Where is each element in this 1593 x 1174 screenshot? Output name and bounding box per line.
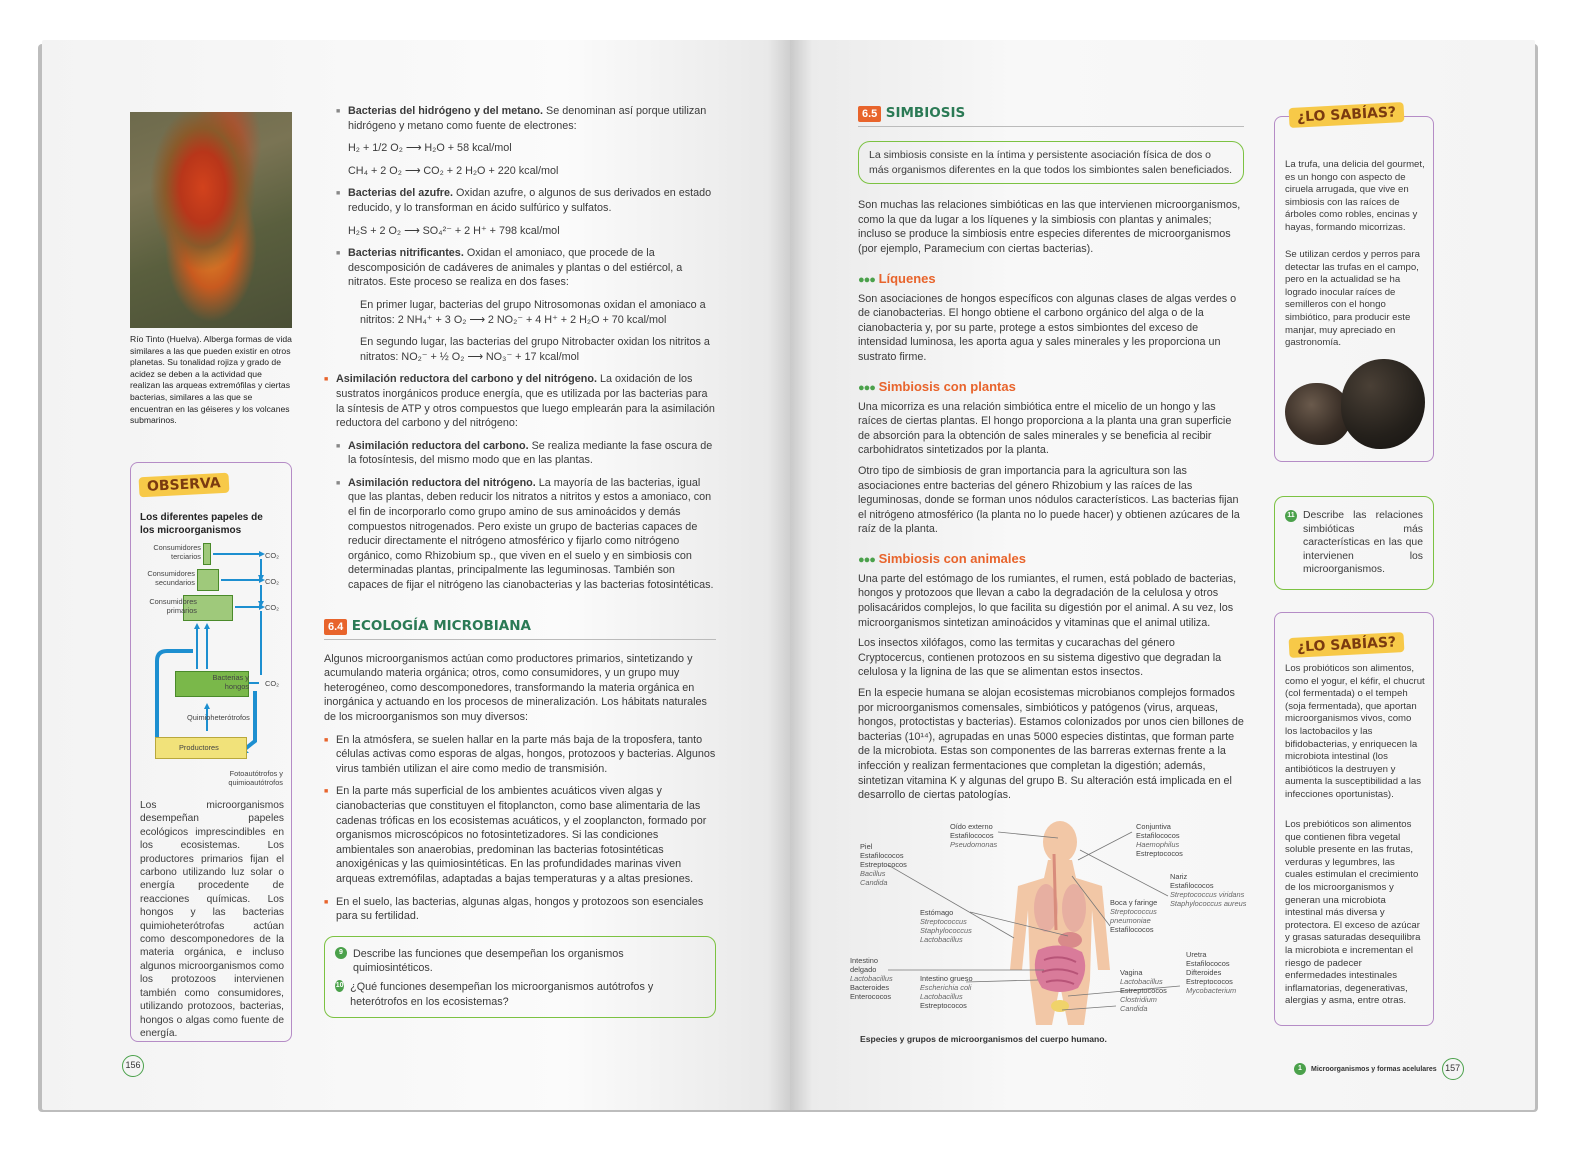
fig-oido-title: Oído externo xyxy=(950,822,993,831)
p1-bold: Bacterias del hidrógeno y del metano. xyxy=(348,105,543,117)
fig-piel-4: Candida xyxy=(860,878,888,887)
fig-vag-title: Vagina xyxy=(1120,968,1143,977)
eq1: H₂ + 1/2 O₂ ⟶ H₂O + 58 kcal/mol xyxy=(348,142,512,155)
plantas-text-2: Otro tipo de simbiosis de gran importancia para la agricultura son las asociaciones entre bacterias del género Rhizobium y las raíces de las leguminosas, donde se forman unos nódulos característicos. Las bacterias fijan el nitrógeno atmosférico (la planta no lo puede hacer) y obtienen azúcares de la raíz de la planta. xyxy=(858,464,1240,536)
fig-uretra xyxy=(1186,950,1236,995)
questions-box-left xyxy=(324,936,716,1018)
fig-boca xyxy=(1110,898,1157,934)
sabias-box-2 xyxy=(1274,612,1434,1026)
question-9-number: 9 xyxy=(335,947,347,959)
rio-tinto-photo xyxy=(130,112,292,328)
figure-caption: Especies y grupos de microorganismos del cuerpo humano. xyxy=(860,1034,1107,1044)
lbl-quimio: Quimioheterótrofos xyxy=(187,713,250,722)
microbiota-figure xyxy=(848,820,1258,1060)
page-number-right: 157 xyxy=(1442,1058,1464,1080)
p1-text: Se denominan así porque utilizan hidrógeno y metano como fuente de electrones: xyxy=(348,105,707,132)
heading-animales-text: Simbiosis con animales xyxy=(878,550,1026,566)
p4-bold: Asimilación reductora del carbono y del nitrógeno. xyxy=(336,373,597,386)
item-hidrogeno xyxy=(348,104,716,133)
fig-vag-4: Candida xyxy=(1120,1004,1148,1013)
fig-boca-title: Boca y faringe xyxy=(1110,898,1158,907)
figure-leader-lines xyxy=(848,820,1258,1060)
p4a-text: Se realiza mediante la fase oscura de la fotosíntesis, del mismo modo que en las plantas. xyxy=(348,439,713,467)
p6-text: En la atmósfera, se suelen hallar en la parte más baja de la troposfera, tanto células activas como esporas de algas, hongos, protozoos y bacterias. Algunos virus también utilizan el aire como medio de transmisión. xyxy=(336,733,716,775)
fig-uretra-2: Difteroides xyxy=(1186,968,1222,977)
fig-intg-title: Intestino grueso xyxy=(920,974,973,983)
animales-text-1: Una parte del estómago de los rumiantes, el rumen, está poblado de bacterias, hongos y protozoos que llevan a cabo la degradación de la celulosa y otros polisacáridos complejos, lo que facilita su digestión por el animal. A su vez, los microorganismos sintetizan aminoácidos y vitaminas que el animal utiliza. xyxy=(858,572,1237,629)
fig-uretra-title: Uretra xyxy=(1186,950,1207,959)
item-azufre xyxy=(348,186,716,215)
right-main-column xyxy=(858,104,1244,803)
observa-title: Los diferentes papeles de los microorganismos xyxy=(140,512,263,536)
lbl-terciarios: Consumidores terciarios xyxy=(153,543,201,561)
animales-text-3: En la especie humana se alojan ecosistemas microbianos complejos formados por microorganismos comensales, simbióticos y patógenos (virus, arqueas, hongos, protoctistas y bacterias). Estamos colonizados por unos cien billones de bacterias (10¹⁴), agrupadas en unas 5000 especies distintas, que forman parte de la microbiota. Estas son componentes de las barreras externas frente a la infección y realizan fermentaciones que completan la digestión; además, sintetizan vitamina K y algunas del grupo B. Su alteración está implicada en el desarrollo de ciertas patologías. xyxy=(858,687,1244,802)
fig-uretra-1: Estafilococos xyxy=(1186,959,1230,968)
fig-intd-2: Bacteroides xyxy=(850,983,890,992)
question-11-text: Describe las relaciones simbióticas más características en las que intervienen los microorganismos. xyxy=(1303,510,1423,576)
item-asimilacion xyxy=(336,372,716,430)
habitat-atmosfera xyxy=(336,733,716,777)
chapter-title: Microorganismos y formas acelulares xyxy=(1311,1065,1437,1073)
fig-oido xyxy=(950,822,997,849)
fig-boca-1: Streptococcus xyxy=(1110,907,1157,916)
section-6-5-title: SIMBIOSIS xyxy=(885,105,966,121)
fig-vag-2: Estreptococos xyxy=(1120,986,1167,995)
fig-conj-3: Estreptococos xyxy=(1136,849,1183,858)
fig-boca-3: Estafilococos xyxy=(1110,925,1154,934)
fig-estom-1: Streptococcus xyxy=(920,917,967,926)
fig-vag-3: Clostridium xyxy=(1120,995,1157,1004)
page-number-left: 156 xyxy=(122,1055,144,1077)
fig-piel-1: Estafilococos xyxy=(860,851,904,860)
p2-text: Oxidan azufre, o algunos de sus derivados en estado reducido, y lo transforman en ácido sulfúrico y sulfatos. xyxy=(348,187,712,214)
right-page xyxy=(790,40,1535,1110)
questions-box-right xyxy=(1274,496,1434,590)
fig-nariz-2: Streptococcus viridans xyxy=(1170,890,1245,899)
lbl-primarios: Consumidores primarios xyxy=(149,597,197,615)
sabias-1-p2: Se utilizan cerdos y perros para detectar las trufas en el campo, pero en la actualidad se ha logrado inocular raíces de semilleros con el hongo simbiótico, para producir este manjar, muy apreciado en gastronomía. xyxy=(1285,249,1420,349)
observa-text: Los microorganismos desempeñan papeles ecológicos imprescindibles en los ecosistemas. Los productores primarios fijan el carbono utilizando luz solar o energía procedente de reacciones químicas. Los hongos y las bacterias quimioheterótrofas actúan como descomponedores de la materia orgánica, e incluso algunos microorganismos como los protozoos intervienen también como consumidores, utilizando protozoos, bacterias, hongos o algas como fuente de energía. xyxy=(140,800,284,1039)
sabias-label-1: ¿LO SABÍAS? xyxy=(1289,102,1405,128)
p3-text: Oxidan el amoniaco, que procede de la descomposición de cadáveres de animales y plantas o del estiércol, a nitratos. Este proceso se realiza en dos fases: xyxy=(348,247,683,289)
definition-box: La simbiosis consiste en la íntima y persistente asociación física de dos o más organismos diferentes en la que todos los simbiontes salen beneficiados. xyxy=(858,141,1244,184)
plantas-text-1: Una micorriza es una relación simbiótica entre el micelio de un hongo y las raíces de ciertas plantas. El hongo proporciona a la planta una gran superficie de absorción para la obtención de sales minerales y se beneficia al recibir carbohidratos sintetizados por la planta. xyxy=(858,400,1232,457)
question-10-number: 10 xyxy=(335,980,344,992)
co2-2: CO₂ xyxy=(265,577,279,586)
sabias-label-2: ¿LO SABÍAS? xyxy=(1289,632,1405,658)
truffle-large-icon xyxy=(1341,359,1425,449)
fig-uretra-3: Estreptococos xyxy=(1186,977,1233,986)
lbl-fotoautotrofos: Fotoautótrofos y quimioautótrofos xyxy=(228,769,283,787)
fig-oido-2: Pseudomonas xyxy=(950,840,998,849)
eq2: CH₄ + 2 O₂ ⟶ CO₂ + 2 H₂O + 220 kcal/mol xyxy=(348,164,559,177)
fig-piel-title: Piel xyxy=(860,842,873,851)
heading-plantas: ●●● Simbiosis con plantas xyxy=(858,378,1016,394)
fig-estomago xyxy=(920,908,972,944)
fig-piel-3: Bacillus xyxy=(860,869,886,878)
co2-3: CO₂ xyxy=(265,603,279,612)
question-9[interactable] xyxy=(335,947,705,976)
p2-bold: Bacterias del azufre. xyxy=(348,187,454,200)
habitat-suelo xyxy=(336,895,716,924)
p4a-bold: Asimilación reductora del carbono. xyxy=(348,439,529,452)
lbl-secundarios: Consumidores secundarios xyxy=(147,569,195,587)
item-asim-nitrogeno xyxy=(348,476,716,593)
question-11-number: 11 xyxy=(1285,510,1297,522)
sabias-box-1 xyxy=(1274,104,1434,462)
p4b-text: La mayoría de las bacterias, igual que las plantas, deben reducir los nitratos a nitritos y estos a amoniaco, con el fin de incorporarlo como grupo amino de sus aminoácidos y demás compuestos nitrogenados. Pero existe un grupo de bacterias capaces de reducir directamente el nitrógeno atmosférico y fijarlo como nitrógeno orgánico, como Rhizobium sp., que viven en el suelo y en simbiosis con determinadas plantas, principalmente las leguminosas. También son capaces de fijar el nitrógeno las cianobacterias y las bacterias fotosintéticas. xyxy=(348,476,714,592)
liquenes-text: Son asociaciones de hongos específicos con algunas clases de algas verdes o de cianobacterias. El hongo obtiene el carbono orgánico del alga o de la cianobacteria y, por su parte, protege a estos simbiontes del exceso de intensidad luminosa, les aporta agua y sales minerales y les proporciona un sustrato firme. xyxy=(858,292,1237,363)
question-10[interactable] xyxy=(335,980,705,1009)
habitat-acuaticos xyxy=(336,784,716,886)
trophic-diagram xyxy=(137,541,287,791)
sabias-2-p1: Los probióticos son alimentos, como el yogur, el kéfir, el chucrut (col fermentada) o el tempeh (soja fermentada), que aportan microorganismos vivos, como los lactobacilos y las bifidobacterias, y enriquecen la microbiota intestinal (los antibióticos la destruyen y aumenta la susceptibilidad a las infecciones oportunistas). xyxy=(1285,663,1425,800)
observa-label: OBSERVA xyxy=(139,473,230,498)
co2-4: CO₂ xyxy=(265,679,279,688)
eq3: H₂S + 2 O₂ ⟶ SO₄²⁻ + 2 H⁺ + 798 kcal/mol xyxy=(348,224,560,237)
lbl-productores: Productores xyxy=(179,743,219,752)
section-6-5-num: 6.5 xyxy=(858,106,881,122)
chapter-number-badge: 1 xyxy=(1294,1063,1306,1075)
p8-text: En el suelo, las bacterias, algunas algas, hongos y protozoos son esenciales para su fertilidad. xyxy=(336,895,704,923)
fig-boca-2: pneumoniae xyxy=(1110,916,1151,925)
fig-int-delgado xyxy=(850,956,902,1001)
question-11[interactable] xyxy=(1285,509,1423,577)
fig-vag-1: Lactobacillus xyxy=(1120,977,1163,986)
fig-intd-1: Lactobacillus xyxy=(850,974,893,983)
fig-intd-3: Enterococos xyxy=(850,992,892,1001)
observa-box xyxy=(130,462,292,1042)
sabias-2-p2: Los prebióticos son alimentos que contienen fibra vegetal soluble presente en las frutas, verduras y legumbres, las cuales estimulan el crecimiento de los microorganismos y generan una microbiota intestinal más diversa y protectora. El exceso de azúcar y grasas saturadas desequilibra la microbiota e incrementan el riesgo de padecer enfermedades intestinales inflamatorias, degenerativas, alergias y asma, entre otras. xyxy=(1285,819,1421,1007)
fig-vagina xyxy=(1120,968,1167,1013)
p7-text: En la parte más superficial de los ambientes acuáticos viven algas y cianobacterias que constituyen el fitoplancton, como base alimentaria de las cadenas tróficas en los ecosistemas acuáticos, y el zooplancton, formado por organismos microscópicos no fotosintetizadores. Si las condiciones ambientales son anaerobias, predominan las bacterias fotosintéticas anoxigénicas y las quimiosintéticas. En las profundidades marinas viven arqueas extremófilas, adaptadas a bajas temperaturas y a altas presiones. xyxy=(336,785,707,885)
fig-oido-1: Estafilococos xyxy=(950,831,994,840)
p4b-bold: Asimilación reductora del nitrógeno. xyxy=(348,476,536,489)
fig-nariz-3: Staphylococcus aureus xyxy=(1170,899,1247,908)
fig-piel-2: Estreptococos xyxy=(860,860,907,869)
p3-bold: Bacterias nitrificantes. xyxy=(348,247,464,260)
section-6-4-title: ECOLOGÍA MICROBIANA xyxy=(351,617,531,634)
item-nitrificantes xyxy=(348,246,716,290)
fig-conj-2: Haemophilus xyxy=(1136,840,1180,849)
p4-text: La oxidación de los sustratos inorgánicos produce energía, que es utilizada por las bacterias para la síntesis de ATP y otros compuestos que luego emplearán para la asimilación reductora del carbono y del nitrógeno: xyxy=(336,373,715,430)
fig-nariz-title: Nariz xyxy=(1170,872,1188,881)
item-nitrobacter: En segundo lugar, las bacterias del grupo Nitrobacter oxidan los nitritos a nitratos: NO₂⁻ + ½ O₂ ⟶ NO₃⁻ + 17 kcal/mol xyxy=(360,336,710,363)
fig-nariz xyxy=(1170,872,1246,908)
heading-animales: ●●● Simbiosis con animales xyxy=(858,550,1026,566)
fig-estom-3: Lactobacillus xyxy=(920,935,963,944)
photo-caption: Río Tinto (Huelva). Alberga formas de vida similares a las que pueden existir en otros planetas. Su tonalidad rojiza y grado de acidez se deben a la actividad que realizan las arqueas extremófilas y ciertas bacterias, similares a las que se encuentran en las géiseres y los volcanes submarinos. xyxy=(130,334,292,426)
co2-1: CO₂ xyxy=(265,551,279,560)
fig-intd-title: Intestino delgado xyxy=(850,956,878,974)
lbl-bacterias: Bacterias y hongos xyxy=(212,673,249,691)
fig-conjuntiva xyxy=(1136,822,1183,858)
section-6-4-num: 6.4 xyxy=(324,619,347,635)
heading-liquenes-text: Líquenes xyxy=(878,270,936,286)
heading-liquenes: ●●● Líquenes xyxy=(858,270,936,286)
fig-estom-2: Staphylococcus xyxy=(920,926,972,935)
fig-conj-title: Conjuntiva xyxy=(1136,822,1171,831)
fig-intg-1: Escherichia coli xyxy=(920,983,972,992)
fig-uretra-4: Mycobacterium xyxy=(1186,986,1237,995)
left-main-column xyxy=(324,104,716,1018)
ecologia-intro: Algunos microorganismos actúan como productores primarios, sintetizando y acumulando materia orgánica; otros, como consumidores, y un grupo muy heterogéneo, como descomponedores, transformando la materia orgánica en inorgánica y actuando en los procesos de mineralización. Los hábitats naturales de los microorganismos son muy diversos: xyxy=(324,652,707,723)
simbiosis-intro: Son muchas las relaciones simbióticas en las que intervienen microorganismos, como la que da lugar a los líquenes y la simbiosis con plantas y animales; incluso se produce la simbiosis entre especies diferentes de microorganismos (por ejemplo, Paramecium con ciertas bacterias). xyxy=(858,199,1241,255)
question-10-text: ¿Qué funciones desempeñan los microorganismos autótrofos y heterótrofos en los ecosistemas? xyxy=(350,980,654,1008)
fig-intg-3: Estreptococos xyxy=(920,1001,967,1010)
fig-nariz-1: Estafilococos xyxy=(1170,881,1214,890)
fig-int-grueso xyxy=(920,974,973,1010)
fig-estom-title: Estómago xyxy=(920,908,954,917)
section-6-5-heading xyxy=(858,104,1244,127)
fig-piel xyxy=(860,842,907,887)
page-footer-right xyxy=(1294,1058,1464,1080)
item-nitrosomonas: En primer lugar, bacterias del grupo Nitrosomonas oxidan el amoniaco a nitritos: 2 NH₄⁺ + 3 O₂ ⟶ 2 NO₂⁻ + 4 H⁺ + 2 H₂O + 70 kcal/mol xyxy=(360,298,706,326)
truffle-image xyxy=(1285,353,1425,453)
section-6-4-heading xyxy=(324,617,716,640)
fig-intg-2: Lactobacillus xyxy=(920,992,963,1001)
heading-plantas-text: Simbiosis con plantas xyxy=(878,378,1016,394)
question-9-text: Describe las funciones que desempeñan los organismos quimiosintéticos. xyxy=(352,947,624,975)
item-asim-carbono xyxy=(348,439,716,468)
sabias-1-p1: La trufa, una delicia del gourmet, es un hongo con aspecto de ciruela arrugada, que vive en simbiosis con las raíces de árboles como robles, encinas y hayas, formando micorrizas. xyxy=(1285,159,1425,233)
fig-conj-1: Estafilococos xyxy=(1136,831,1180,840)
left-page xyxy=(42,40,790,1110)
animales-text-2: Los insectos xilófagos, como las termitas y cucarachas del género Cryptocercus, contienen protozoos en su sistema digestivo que degradan la celulosa y la lignina de las que se alimentan estos insectos. xyxy=(858,637,1222,679)
